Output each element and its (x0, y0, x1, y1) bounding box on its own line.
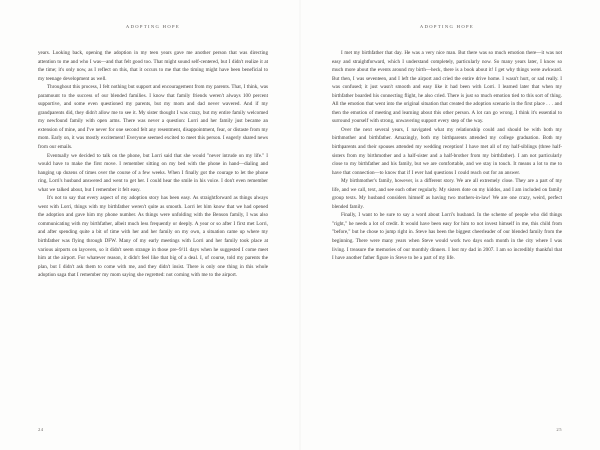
paragraph: Eventually we decided to talk on the phone, but Lorri said that she would "never intrude on my life." I would have to make the first move. I remember sitting on my bed with the phone in hand—dialing and hanging up dozens of times over the course of a few weeks. When I finally got the courage to let the phone ring, Lorri's husband answered and went to get her. I could hear the smile in his voice. I don't even remember what we talked about, but I remember it felt easy. (38, 152, 268, 193)
paragraph: My birthmother's family, however, is a different story. We are all extremely close. They are a part of my life, and we call, text, and see each other regularly. My sisters dote on my kiddos, and I am included on family group texts. My husband considers himself as having two mothers-in-law! We are one crazy, weird, perfect blended family. (332, 178, 562, 210)
paragraph: Finally, I want to be sure to say a word about Lorri's husband. In the scheme of people who did things "right," he needs a lot of credit. It would have been easy for him to not invest himself in me, this child from "before," but he chose to jump right in. Steve has been the biggest cheerleader of our blended family from the beginning. There were many years when Steve would work two days each month in the city where I was living. I treasure the memories of our monthly dinners. I lost my dad in 2007. I am so incredibly thankful that I have another father figure in Steve to be a part of my life. (332, 212, 562, 262)
paragraph: I met my birthfather that day. He was a very nice man. But there was so much emotion there—it was not easy and straightforward, which I understand completely, particularly now. So many years later, I know so much more about the events around my birth—heck, there is a book about it! I get why things were awkward. But then, I was seventeen, and I left the airport and cried the entire drive home. I wasn't hurt, or sad really. I was confused; it just wasn't smooth and easy like it had been with Lorri. I learned later that when my birthfather boarded his connecting flight, he also cried. There is just so much emotion tied to this sort of thing. All the emotion that went into the original situation that created the adoption scenario in the first place . . . and then the emotion of meeting and learning about this other person. A lot can go wrong. I think it's essential to surround yourself with strong, unwavering support every step of the way. (332, 50, 562, 125)
paragraph: years. Looking back, opening the adoption in my teen years gave me another person that was directing attention to me and who I was—and that felt good too. That might sound self-centered, but I didn't realize it at the time; it's only now, as I reflect on this, that it occurs to me that the timing might have been beneficial to my teenage development as well. (38, 50, 268, 82)
text-column-right (332, 49, 562, 263)
page-number-right: 25 (556, 427, 562, 432)
text-column-left (38, 49, 268, 280)
page-number-left: 24 (38, 427, 44, 432)
running-head-left: ADOPTING HOPE (125, 24, 181, 29)
running-head-right: ADOPTING HOPE (419, 24, 475, 29)
page-right (300, 0, 600, 450)
paragraph: Throughout this process, I felt nothing but support and encouragement from my parents. That, I think, was paramount to the success of our blended families. I know that family friends weren't always 100 percent supportive, and some even questioned my parents, but my mom and dad never wavered. And if my grandparents did, they didn't allow me to see it. My sister thought I was crazy, but my entire family welcomed my newfound family with open arms. There was never a question: Lorri and her family just became an extension of mine, and I've never for one second felt any resentment, disappointment, fear, or distaste from my mom. Early on, it was mostly excitement! Everyone seemed excited to meet this person. I eagerly shared news from our emails. (38, 84, 268, 151)
paragraph: Over the next several years, I navigated what my relationship could and should be with both my birthmother and birthfather. Amazingly, both my birthparents attended my college graduation. Both my birthparents and their spouses attended my wedding reception! I have met all of my half-siblings (three half-sisters from my birthmother and a half-sister and a half-brother from my birthfather). I am not particularly close to my birthfather and his family, but we are comfortable, and we stay in touch. It means a lot to me to have that connection—to know that if I ever had questions I could reach out for an answer. (332, 126, 562, 176)
paragraph: It's not to say that every aspect of my adoption story has been easy. As straightforward as things always went with Lorri, things with my birthfather weren't quite as smooth. Lorri let him know that we had opened the adoption and gave him my phone number. As things were unfolding with the Benson family, I was also communicating with my birthfather, albeit much less frequently or deeply. A year or so after I first met Lorri, and after spending quite a bit of time with her and her family on my own, a situation came up where my birthfather was flying through DFW. Many of my early meetings with Lorri and her family took place at various airports on layovers, so it didn't seem strange in those pre–9/11 days when he suggested I come meet him at the airport. For whatever reason, it didn't feel like that big of a deal. I, of course, told my parents the plan, but I didn't ask them to come with me, and they didn't insist. There is only one thing in this whole adoption saga that I remember my mom saying she regretted: not coming with me to the airport. (38, 195, 268, 279)
